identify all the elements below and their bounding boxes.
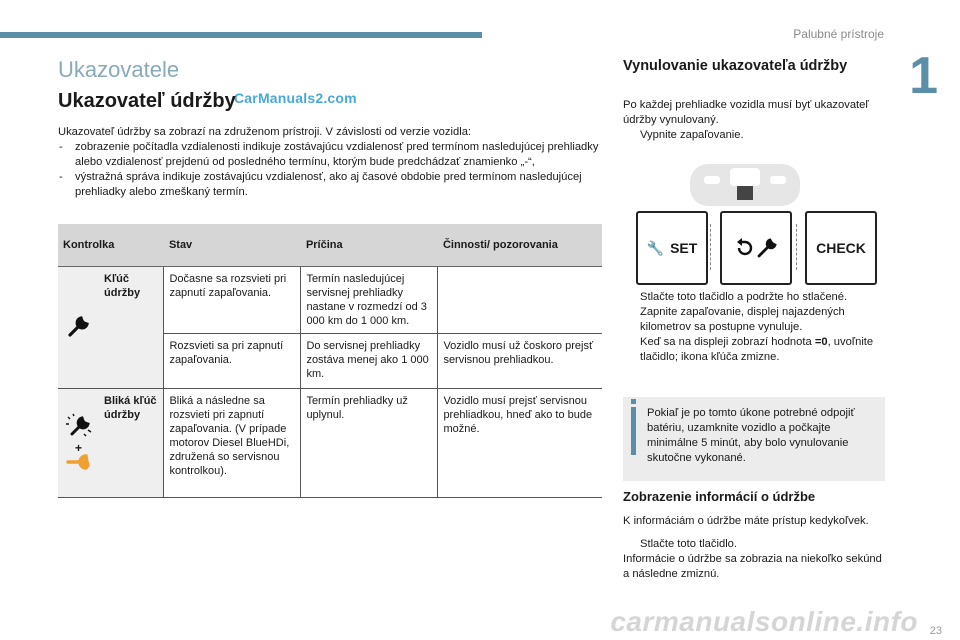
set-wrench-icon: 🔧 [646,239,665,256]
table-cell-name: Bliká kľúč údržby [99,389,164,498]
table-cell: Rozsvieti sa pri zapnutí zapaľovania. [164,334,301,389]
blinking-wrench-icon [64,412,94,438]
watermark-bottom: carmanualsonline.info [610,606,918,637]
separator-dash [710,224,711,270]
reset-button-illustration [720,211,792,285]
table-header: Stav [164,224,301,267]
watermark-top: CarManuals2.com [234,90,357,106]
section-title: Ukazovatele [58,57,180,82]
indicator-table [58,224,602,498]
intro-bullet: - zobrazenie počítadla vzdialenosti indikuje zostávajúcu vzdialenosť pred termínom nasledujúcej prehliadky alebo vzdialenosť prejdenú od posledného termínu, ktorým bude predchádzať znamienko „-“, [59,141,599,168]
maintenance-info-text: K informáciám o údržbe máte prístup kedykoľvek. Stlačte toto tlačidlo. Informácie o údržbe sa zobrazia na niekoľko sekúnd a následne zmiznú. [623,514,885,582]
chapter-number: 1 [909,47,938,105]
table-cell-icon [58,389,99,498]
intro-text [58,125,603,200]
table-cell: Termín prehliadky už uplynul. [301,389,438,498]
step-item: Stlačte toto tlačidlo a podržte ho stlačené. [640,291,848,303]
intro-paragraph: Ukazovateľ údržby sa zobrazí na združenom prístroji. V závislosti od verzie vozidla: [58,126,472,138]
table-row [58,389,602,498]
dashboard-panel-illustration [690,164,800,206]
table-cell: Termín nasledujúcej servisnej prehliadky nastane v rozmedzí od 3 000 km do 1 000 km. [301,267,438,334]
wrench-icon [66,313,92,339]
info-icon [631,407,636,455]
table-header-row [58,224,602,267]
page-number: 23 [929,625,942,637]
separator-dash [796,224,797,270]
table-cell-name: Kľúč údržby [99,267,164,389]
service-wrench-icon [65,454,93,470]
maintenance-info-heading: Zobrazenie informácií o údržbe [623,489,816,504]
reset-steps [623,290,885,365]
table-cell: Vozidlo musí už čoskoro prejsť servisnou prehliadkou. [438,334,602,389]
set-button-illustration: 🔧 SET [636,211,708,285]
info-box [623,397,885,481]
reset-heading: Vynulovanie ukazovateľa údržby [623,58,848,74]
info-text: Pokiaľ je po tomto úkone potrebné odpojiť batériu, uzamknite vozidlo a počkajte minimálne 5 minút, aby bolo vynulovanie skutočne vykonané. [647,407,855,464]
step-item: Zapnite zapaľovanie, displej najazdených kilometrov sa postupne vynuluje. [640,306,845,333]
table-cell [438,267,602,334]
step-item: Stlačte toto tlačidlo. [640,538,738,550]
top-accent-bar [0,32,482,38]
reset-arrow-wrench-icon [733,236,779,260]
reset-intro: Po každej prehliadke vozidla musí byť ukazovateľ údržby vynulovaný. Vypnite zapaľovanie. [623,98,885,143]
table-cell: Bliká a následne sa rozsvieti pri zapnutí zapaľovania. (V prípade motorov Diesel BlueHDi, združená so servisnou kontrolkou). [164,389,301,498]
step-item: Keď sa na displeji zobrazí hodnota =0, uvoľnite tlačidlo; ikona kľúča zmizne. [640,336,874,363]
page-heading: Ukazovateľ údržby [58,90,236,112]
intro-bullet: - výstražná správa indikuje zostávajúcu vzdialenosť, ako aj časové obdobie pred termínom nasledujúcej prehliadky alebo zmeškaný termín. [59,171,582,198]
dashboard-panel-drawing [690,164,800,206]
plus-sign: + [74,441,82,455]
table-header: Príčina [301,224,438,267]
table-header: Činnosti/ pozorovania [438,224,602,267]
table-cell: Dočasne sa rozsvieti pri zapnutí zapaľovania. [164,267,301,334]
table-cell-icon [58,267,99,389]
chapter-title: Palubné prístroje [793,27,884,41]
step-item: Vypnite zapaľovanie. [640,129,744,141]
table-cell: Do servisnej prehliadky zostáva menej ako 1 000 km. [301,334,438,389]
table-cell: Vozidlo musí prejsť servisnou prehliadkou, hneď ako to bude možné. [438,389,602,498]
table-header: Kontrolka [58,224,164,267]
check-button-illustration: CHECK [805,211,877,285]
table-row [58,267,602,334]
